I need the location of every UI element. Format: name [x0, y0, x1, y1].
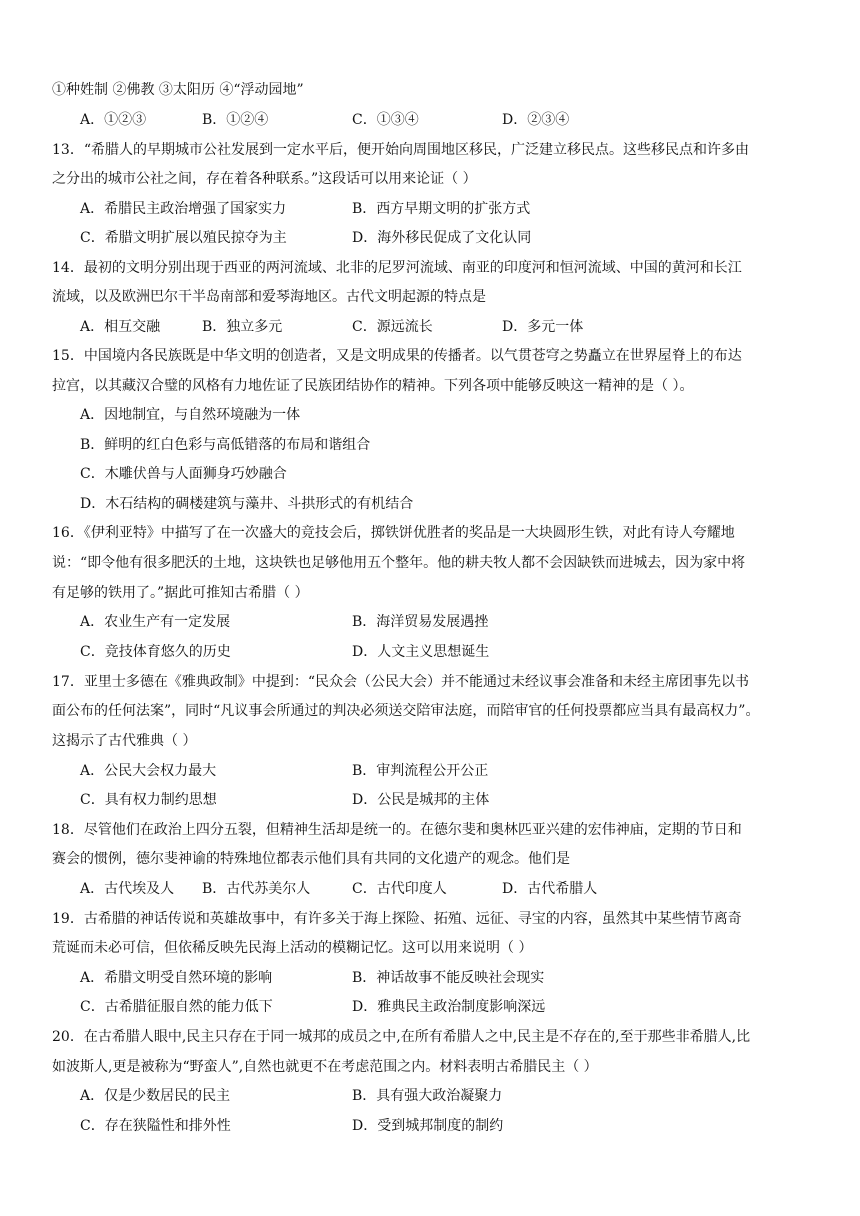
q13-option-c: C．希腊文明扩展以殖民掠夺为主: [80, 230, 287, 246]
q20-option-d: D．受到城邦制度的制约: [352, 1118, 504, 1134]
q12-option-a: A．①②③: [80, 112, 147, 128]
q16-stem-line-1: 16．《伊利亚特》中描写了在一次盛大的竞技会后，掷铁饼优胜者的奖品是一大块圆形生铁，对此有诗人夸耀地: [52, 525, 735, 541]
q12-option-d: D．②③④: [502, 112, 570, 128]
q14-stem-line-2: 流域，以及欧洲巴尔干半岛南部和爱琴海地区。古代文明起源的特点是: [52, 289, 486, 305]
q19-stem-line-2: 荒诞而未必可信，但依稀反映先民海上活动的模糊记忆。这可以用来说明（ ）: [52, 940, 533, 956]
q14-option-a: A．相互交融: [80, 319, 161, 335]
q16-option-a: A．农业生产有一定发展: [80, 614, 231, 630]
q16-option-b: B．海洋贸易发展遇挫: [352, 614, 489, 630]
q19-option-a: A．希腊文明受自然环境的影响: [80, 970, 273, 986]
q13-option-d: D．海外移民促成了文化认同: [352, 230, 532, 246]
q19-option-d: D．雅典民主政治制度影响深远: [352, 999, 546, 1015]
q17-option-b: B．审判流程公开公正: [352, 763, 489, 779]
q13-stem-line-2: 之分出的城市公社之间，存在着各种联系。”这段话可以用来论证（ ）: [52, 171, 477, 187]
q18-stem-line-2: 赛会的惯例，德尔斐神谕的特殊地位都表示他们具有共同的文化遗产的观念。他们是: [52, 851, 570, 867]
q20-option-a: A．仅是少数居民的民主: [80, 1088, 231, 1104]
q14-option-d: D．多元一体: [502, 319, 584, 335]
q18-option-c: C．古代印度人: [352, 881, 447, 897]
q20-stem-line-1: 20．在古希腊人眼中,民主只存在于同一城邦的成员之中,在所有希腊人之中,民主是不存在的,至于那些非希腊人,比: [52, 1029, 751, 1045]
q17-stem-line-3: 这揭示了古代雅典（ ）: [52, 733, 197, 749]
q13-stem-line-1: 13．“希腊人的早期城市公社发展到一定水平后，便开始向周围地区移民，广泛建立移民点。这些移民点和许多由: [52, 142, 749, 158]
q17-option-d: D．公民是城邦的主体: [352, 792, 490, 808]
q13-option-a: A．希腊民主政治增强了国家实力: [80, 201, 287, 217]
q15-option-b: B．鲜明的红白色彩与高低错落的布局和谐组合: [80, 437, 371, 453]
q16-stem-line-3: 有足够的铁用了。”据此可推知古希腊（ ）: [52, 585, 309, 601]
q12-items: ①种姓制 ②佛教 ③太阳历 ④“浮动园地”: [52, 82, 304, 98]
q19-option-b: B．神话故事不能反映社会现实: [352, 970, 545, 986]
q14-option-b: B．独立多元: [202, 319, 283, 335]
q19-option-c: C．古希腊征服自然的能力低下: [80, 999, 273, 1015]
q20-option-b: B．具有强大政治凝聚力: [352, 1088, 503, 1104]
q17-option-c: C．具有权力制约思想: [80, 792, 217, 808]
q13-option-b: B．西方早期文明的扩张方式: [352, 201, 531, 217]
q19-stem-line-1: 19．古希腊的神话传说和英雄故事中，有许多关于海上探险、拓殖、远征、寻宝的内容，虽然其中某些情节离奇: [52, 911, 742, 927]
q17-stem-line-2: 面公布的任何法案”，同时“凡议事会所通过的判决必须送交陪审法庭，而陪审官的任何投票都应当具有最高权力”。: [52, 703, 760, 719]
q15-option-a: A．因地制宜，与自然环境融为一体: [80, 407, 301, 423]
q18-option-b: B．古代苏美尔人: [202, 881, 311, 897]
q15-stem-line-1: 15．中国境内各民族既是中华文明的创造者，又是文明成果的传播者。以气贯苍穹之势矗立在世界屋脊上的布达: [52, 348, 742, 364]
q12-option-b: B．①②④: [202, 112, 269, 128]
q15-option-c: C．木雕伏兽与人面狮身巧妙融合: [80, 466, 287, 482]
q14-stem-line-1: 14．最初的文明分别出现于西亚的两河流域、北非的尼罗河流域、南亚的印度河和恒河流域、中国的黄河和长江: [52, 260, 742, 276]
q20-stem-line-2: 如波斯人,更是被称为“野蛮人”,自然也就更不在考虑范围之内。材料表明古希腊民主（ ）: [52, 1059, 598, 1075]
q12-option-c: C．①③④: [352, 112, 419, 128]
q16-option-c: C．竞技体育悠久的历史: [80, 644, 231, 660]
q16-stem-line-2: 说：“即令他有很多肥沃的土地，这块铁也足够他用五个整年。他的耕夫牧人都不会因缺铁而进城去，因为家中将: [52, 555, 746, 571]
q18-stem-line-1: 18．尽管他们在政治上四分五裂，但精神生活却是统一的。在德尔斐和奥林匹亚兴建的宏伟神庙，定期的节日和: [52, 822, 742, 838]
q15-option-d: D．木石结构的碉楼建筑与藻井、斗拱形式的有机结合: [80, 496, 414, 512]
q17-stem-line-1: 17．亚里士多德在《雅典政制》中提到：“民众会（公民大会）并不能通过未经议事会准备和未经主席团事先以书: [52, 674, 749, 690]
q20-option-c: C．存在狭隘性和排外性: [80, 1118, 231, 1134]
q16-option-d: D．人文主义思想诞生: [352, 644, 490, 660]
q17-option-a: A．公民大会权力最大: [80, 763, 217, 779]
q18-option-d: D．古代希腊人: [502, 881, 598, 897]
q18-option-a: A．古代埃及人: [80, 881, 175, 897]
q15-stem-line-2: 拉宫，以其藏汉合璧的风格有力地佐证了民族团结协作的精神。下列各项中能够反映这一精神的是（ ）。: [52, 378, 694, 394]
q14-option-c: C．源远流长: [352, 319, 433, 335]
